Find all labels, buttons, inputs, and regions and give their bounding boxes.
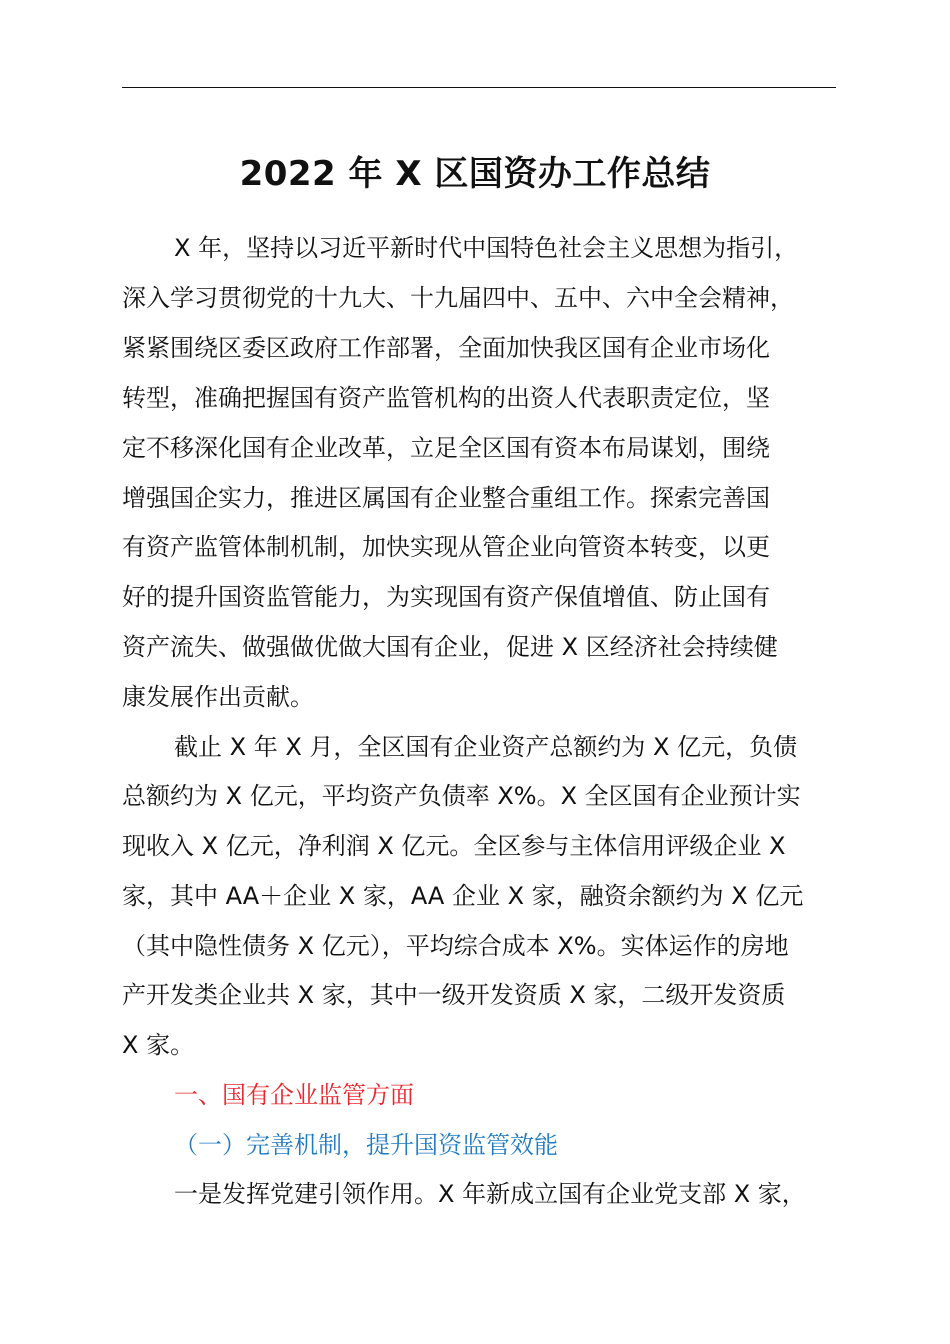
paragraph-line: 定不移深化国有企业改革，立足全区国有资本布局谋划，围绕: [122, 434, 770, 462]
paragraph-line: X 家。: [122, 1031, 195, 1059]
paragraph-line: 康发展作出贡献。: [122, 683, 314, 711]
paragraph-line: 深入学习贯彻党的十九大、十九届四中、五中、六中全会精神，: [122, 284, 794, 312]
subsection-heading: （一）完善机制，提升国资监管效能: [174, 1131, 558, 1159]
document-title: 2022 年 X 区国资办工作总结: [239, 154, 711, 194]
section-heading: 一、国有企业监管方面: [174, 1081, 414, 1109]
paragraph-line: （其中隐性债务 X 亿元），平均综合成本 X%。实体运作的房地: [122, 932, 789, 960]
paragraph-line: 总额约为 X 亿元，平均资产负债率 X%。X 全区国有企业预计实: [122, 782, 801, 810]
paragraph-line: 一是发挥党建引领作用。X 年新成立国有企业党支部 X 家，: [174, 1180, 806, 1208]
paragraph-line: 家，其中 AA＋企业 X 家，AA 企业 X 家，融资余额约为 X 亿元: [122, 882, 804, 910]
paragraph-line: 有资产监管体制机制，加快实现从管企业向管资本转变，以更: [122, 533, 770, 561]
header-rule: [122, 87, 836, 88]
paragraph-line: 截止 X 年 X 月，全区国有企业资产总额约为 X 亿元，负债: [174, 733, 798, 761]
paragraph-line: 现收入 X 亿元，净利润 X 亿元。全区参与主体信用评级企业 X: [122, 832, 786, 860]
paragraph-line: 增强国企实力，推进区属国有企业整合重组工作。探索完善国: [122, 484, 770, 512]
paragraph-line: 产开发类企业共 X 家，其中一级开发资质 X 家，二级开发资质: [122, 981, 786, 1009]
paragraph-line: 转型，准确把握国有资产监管机构的出资人代表职责定位，坚: [122, 384, 770, 412]
paragraph-line: 好的提升国资监管能力，为实现国有资产保值增值、防止国有: [122, 583, 770, 611]
paragraph-line: 资产流失、做强做优做大国有企业，促进 X 区经济社会持续健: [122, 633, 778, 661]
paragraph-line: X 年，坚持以习近平新时代中国特色社会主义思想为指引，: [174, 234, 799, 262]
paragraph-line: 紧紧围绕区委区政府工作部署，全面加快我区国有企业市场化: [122, 334, 770, 362]
